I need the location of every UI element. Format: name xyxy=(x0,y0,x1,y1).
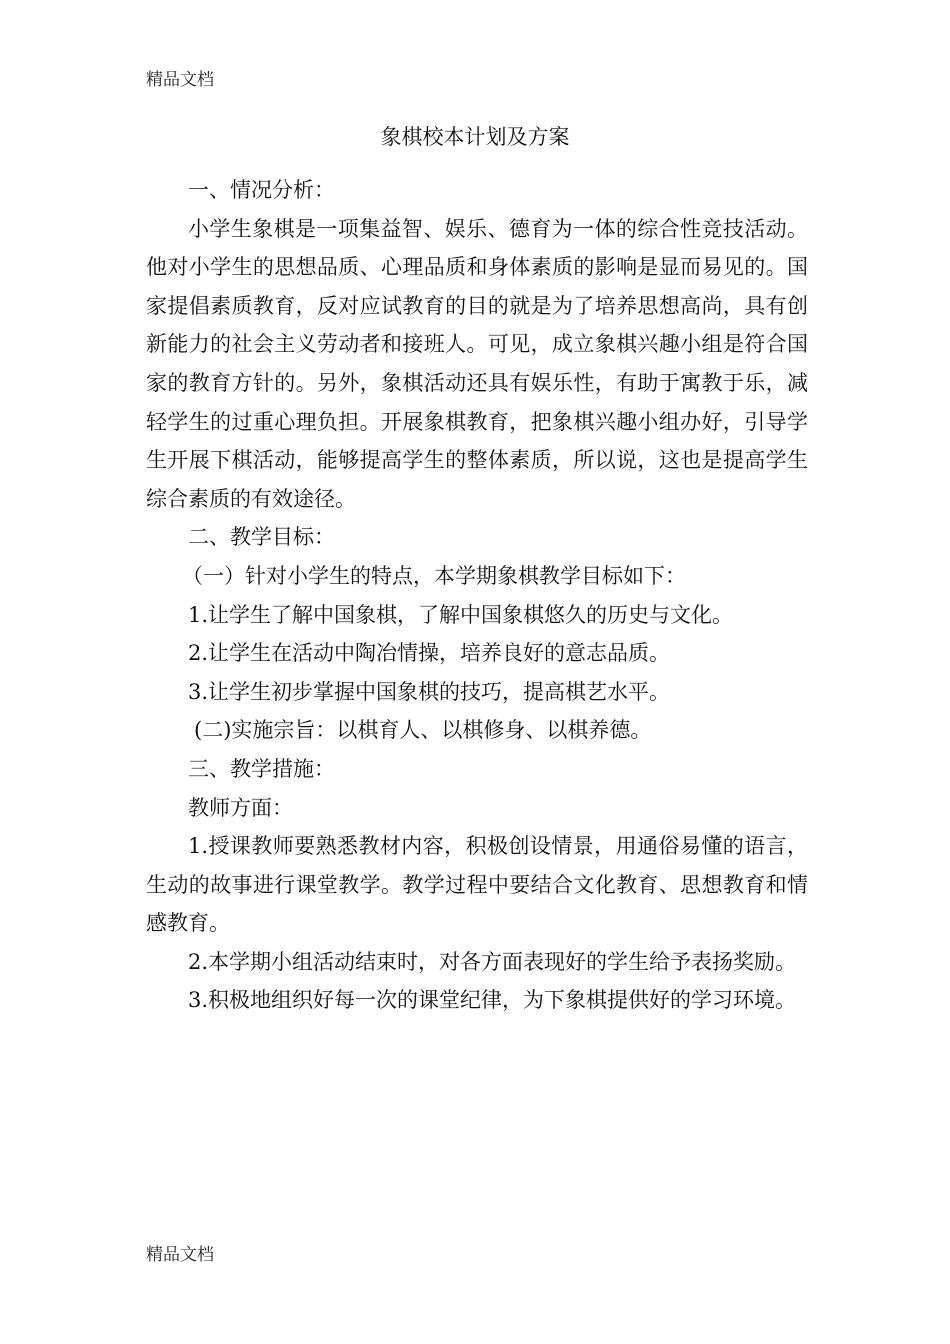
section-heading: 三、教学措施： xyxy=(188,756,335,781)
list-item: 2.让学生在活动中陶冶情操，培养良好的意志品质。 xyxy=(188,641,671,666)
header-watermark-text: 精品文档 xyxy=(146,70,214,90)
body-paragraph: 小学生象棋是一项集益智、娱乐、德育为一体的综合性竞技活动。他对小学生的思想品质、心理品质和身体素质的影响是显而易见的。国家提倡素质教育，反对应试教育的目的就是为了培养思想高尚，具有创新能力的社会主义劳动者和接班人。可见，成立象棋兴趣小组是符合国家的教育方针的。另外，象棋活动还具有娱乐性，有助于寓教于乐，减轻学生的过重心理负担。开展象棋教育，把象棋兴趣小组办好，引导学生开展下棋活动，能够提高学生的整体素质，所以说，这也是提高学生综合素质的有效途径。 xyxy=(146,216,808,511)
list-item: 3.积极地组织好每一次的课堂纪律，为下象棋提供好的学习环境。 xyxy=(188,988,797,1013)
list-item: 1.让学生了解中国象棋，了解中国象棋悠久的历史与文化。 xyxy=(188,602,734,627)
list-item: 2.本学期小组活动结束时，对各方面表现好的学生给予表扬奖励。 xyxy=(188,949,797,974)
section-heading: 一、情况分析： xyxy=(188,178,335,202)
section-heading: 二、教学目标： xyxy=(188,525,335,550)
footer-watermark-text: 精品文档 xyxy=(146,1245,214,1265)
list-item: 3.让学生初步掌握中国象棋的技巧，提高棋艺水平。 xyxy=(188,679,671,704)
document-title: 象棋校本计划及方案 xyxy=(380,125,570,149)
subsection-heading: 教师方面： xyxy=(188,795,293,820)
document-body xyxy=(146,171,808,1020)
subsection-heading: （一）针对小学生的特点，本学期象棋教学目标如下： xyxy=(182,563,686,588)
subsection-heading: (二)实施宗旨：以棋育人、以棋修身、以棋养德。 xyxy=(194,718,652,743)
list-item: 1.授课教师要熟悉教材内容，积极创设情景，用通俗易懂的语言，生动的故事进行课堂教学。教学过程中要结合文化教育、思想教育和情感教育。 xyxy=(146,834,808,936)
